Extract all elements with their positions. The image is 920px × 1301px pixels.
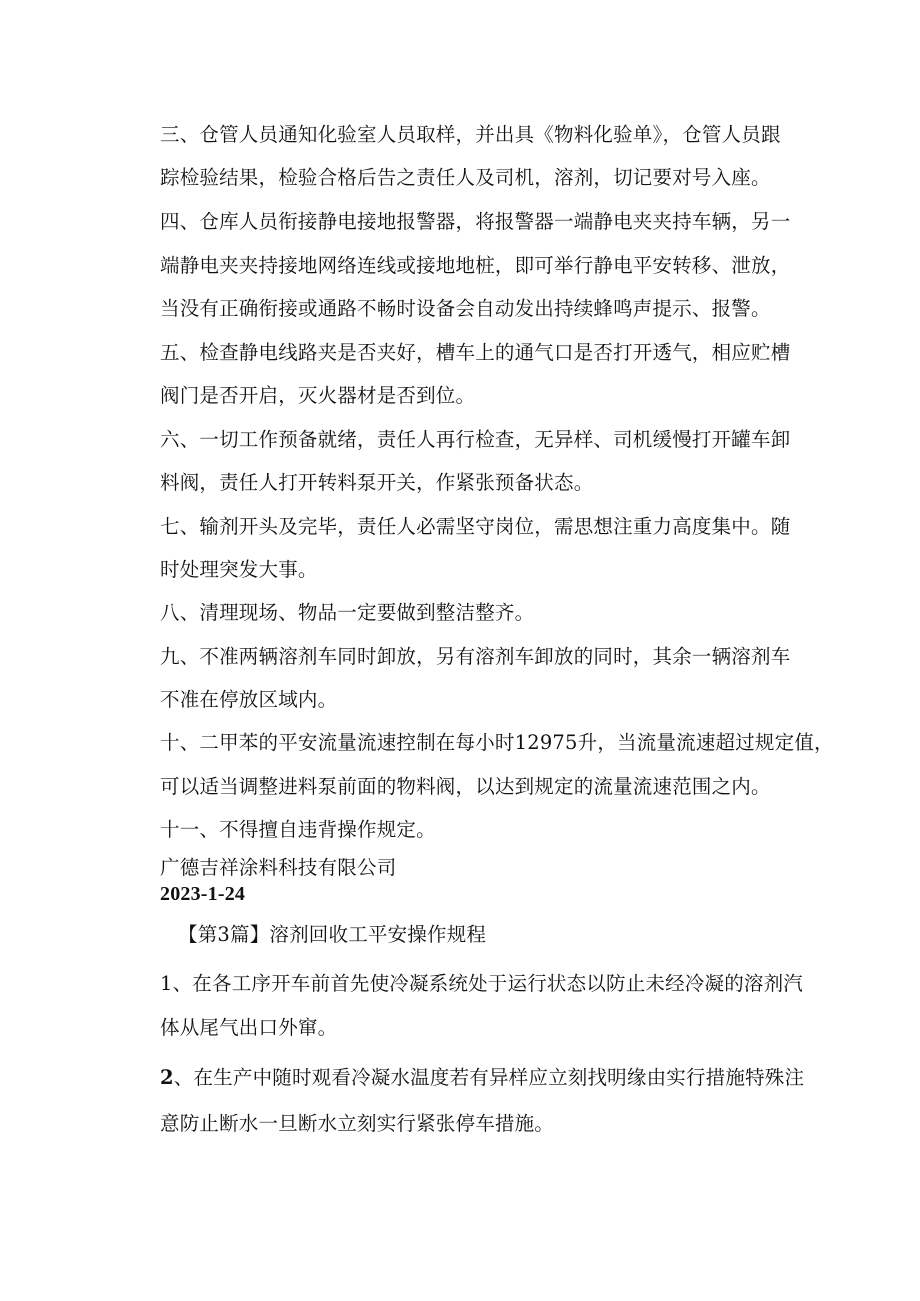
- item-2-line-1-text: 、在生产中随时观看冷凝水温度若有异样应立刻找明缘由实行措施特殊注: [173, 1066, 805, 1089]
- paragraph-5-line-1: 五、检查静电线路夹是否夹好，槽车上的通气口是否打开透气，相应贮槽: [160, 341, 791, 364]
- paragraph-7-line-2: 时处理突发大事。: [160, 558, 318, 581]
- paragraph-7-line-1: 七、输剂开头及完毕，责任人必需坚守岗位，需思想注重力高度集中。随: [160, 515, 791, 538]
- item-1-line-1: 1、在各工序开车前首先使冷凝系统处于运行状态以防止未经冷凝的溶剂汽: [160, 972, 804, 995]
- paragraph-3-line-2: 踪检验结果，检验合格后告之责任人及司机，溶剂，切记要对号入座。: [160, 166, 771, 189]
- item-2-line-1: [160, 1065, 804, 1091]
- paragraph-10-line-2: 可以适当调整进料泵前面的物料阀，以达到规定的流量流速范围之内。: [160, 775, 771, 798]
- paragraph-3-line-1: 三、仓管人员通知化验室人员取样，并出具《物料化验单》，仓管人员跟: [160, 123, 781, 146]
- paragraph-4-line-1: 四、仓库人员衔接静电接地报警器，将报警器一端静电夹夹持车辆，另一: [160, 210, 791, 233]
- section-heading: 【第3篇】溶剂回收工平安操作规程: [178, 923, 487, 946]
- item-2-number: 2: [160, 1066, 174, 1089]
- paragraph-6-line-1: 六、一切工作预备就绪，责任人再行检查，无异样、司机缓慢打开罐车卸: [160, 428, 791, 451]
- paragraph-5-line-2: 阀门是否开启，灭火器材是否到位。: [160, 384, 476, 407]
- paragraph-4-line-3: 当没有正确衔接或通路不畅时设备会自动发出持续蜂鸣声提示、报警。: [160, 297, 771, 320]
- paragraph-10-line-1: 十、二甲苯的平安流量流速控制在每小时12975升，当流量流速超过规定值，: [160, 731, 834, 754]
- paragraph-9-line-1: 九、不准两辆溶剂车同时卸放，另有溶剂车卸放的同时，其余一辆溶剂车: [160, 645, 791, 668]
- paragraph-8-line-1: 八、清理现场、物品一定要做到整洁整齐。: [160, 601, 535, 624]
- paragraph-4-line-2: 端静电夹夹持接地网络连线或接地地桩，即可举行静电平安转移、泄放，: [160, 254, 791, 277]
- paragraph-9-line-2: 不准在停放区域内。: [160, 688, 338, 711]
- paragraph-6-line-2: 料阀，责任人打开转料泵开关，作紧张预备状态。: [160, 471, 594, 494]
- item-2-line-2: 意防止断水一旦断水立刻实行紧张停车措施。: [160, 1112, 555, 1135]
- item-1-line-2: 体从尾气出口外窜。: [160, 1016, 338, 1039]
- signature-date: 2023-1-24: [160, 883, 246, 905]
- company-name: 广德吉祥涂料科技有限公司: [160, 856, 397, 879]
- paragraph-11-line-1: 十一、不得擅自违背操作规定。: [160, 818, 436, 841]
